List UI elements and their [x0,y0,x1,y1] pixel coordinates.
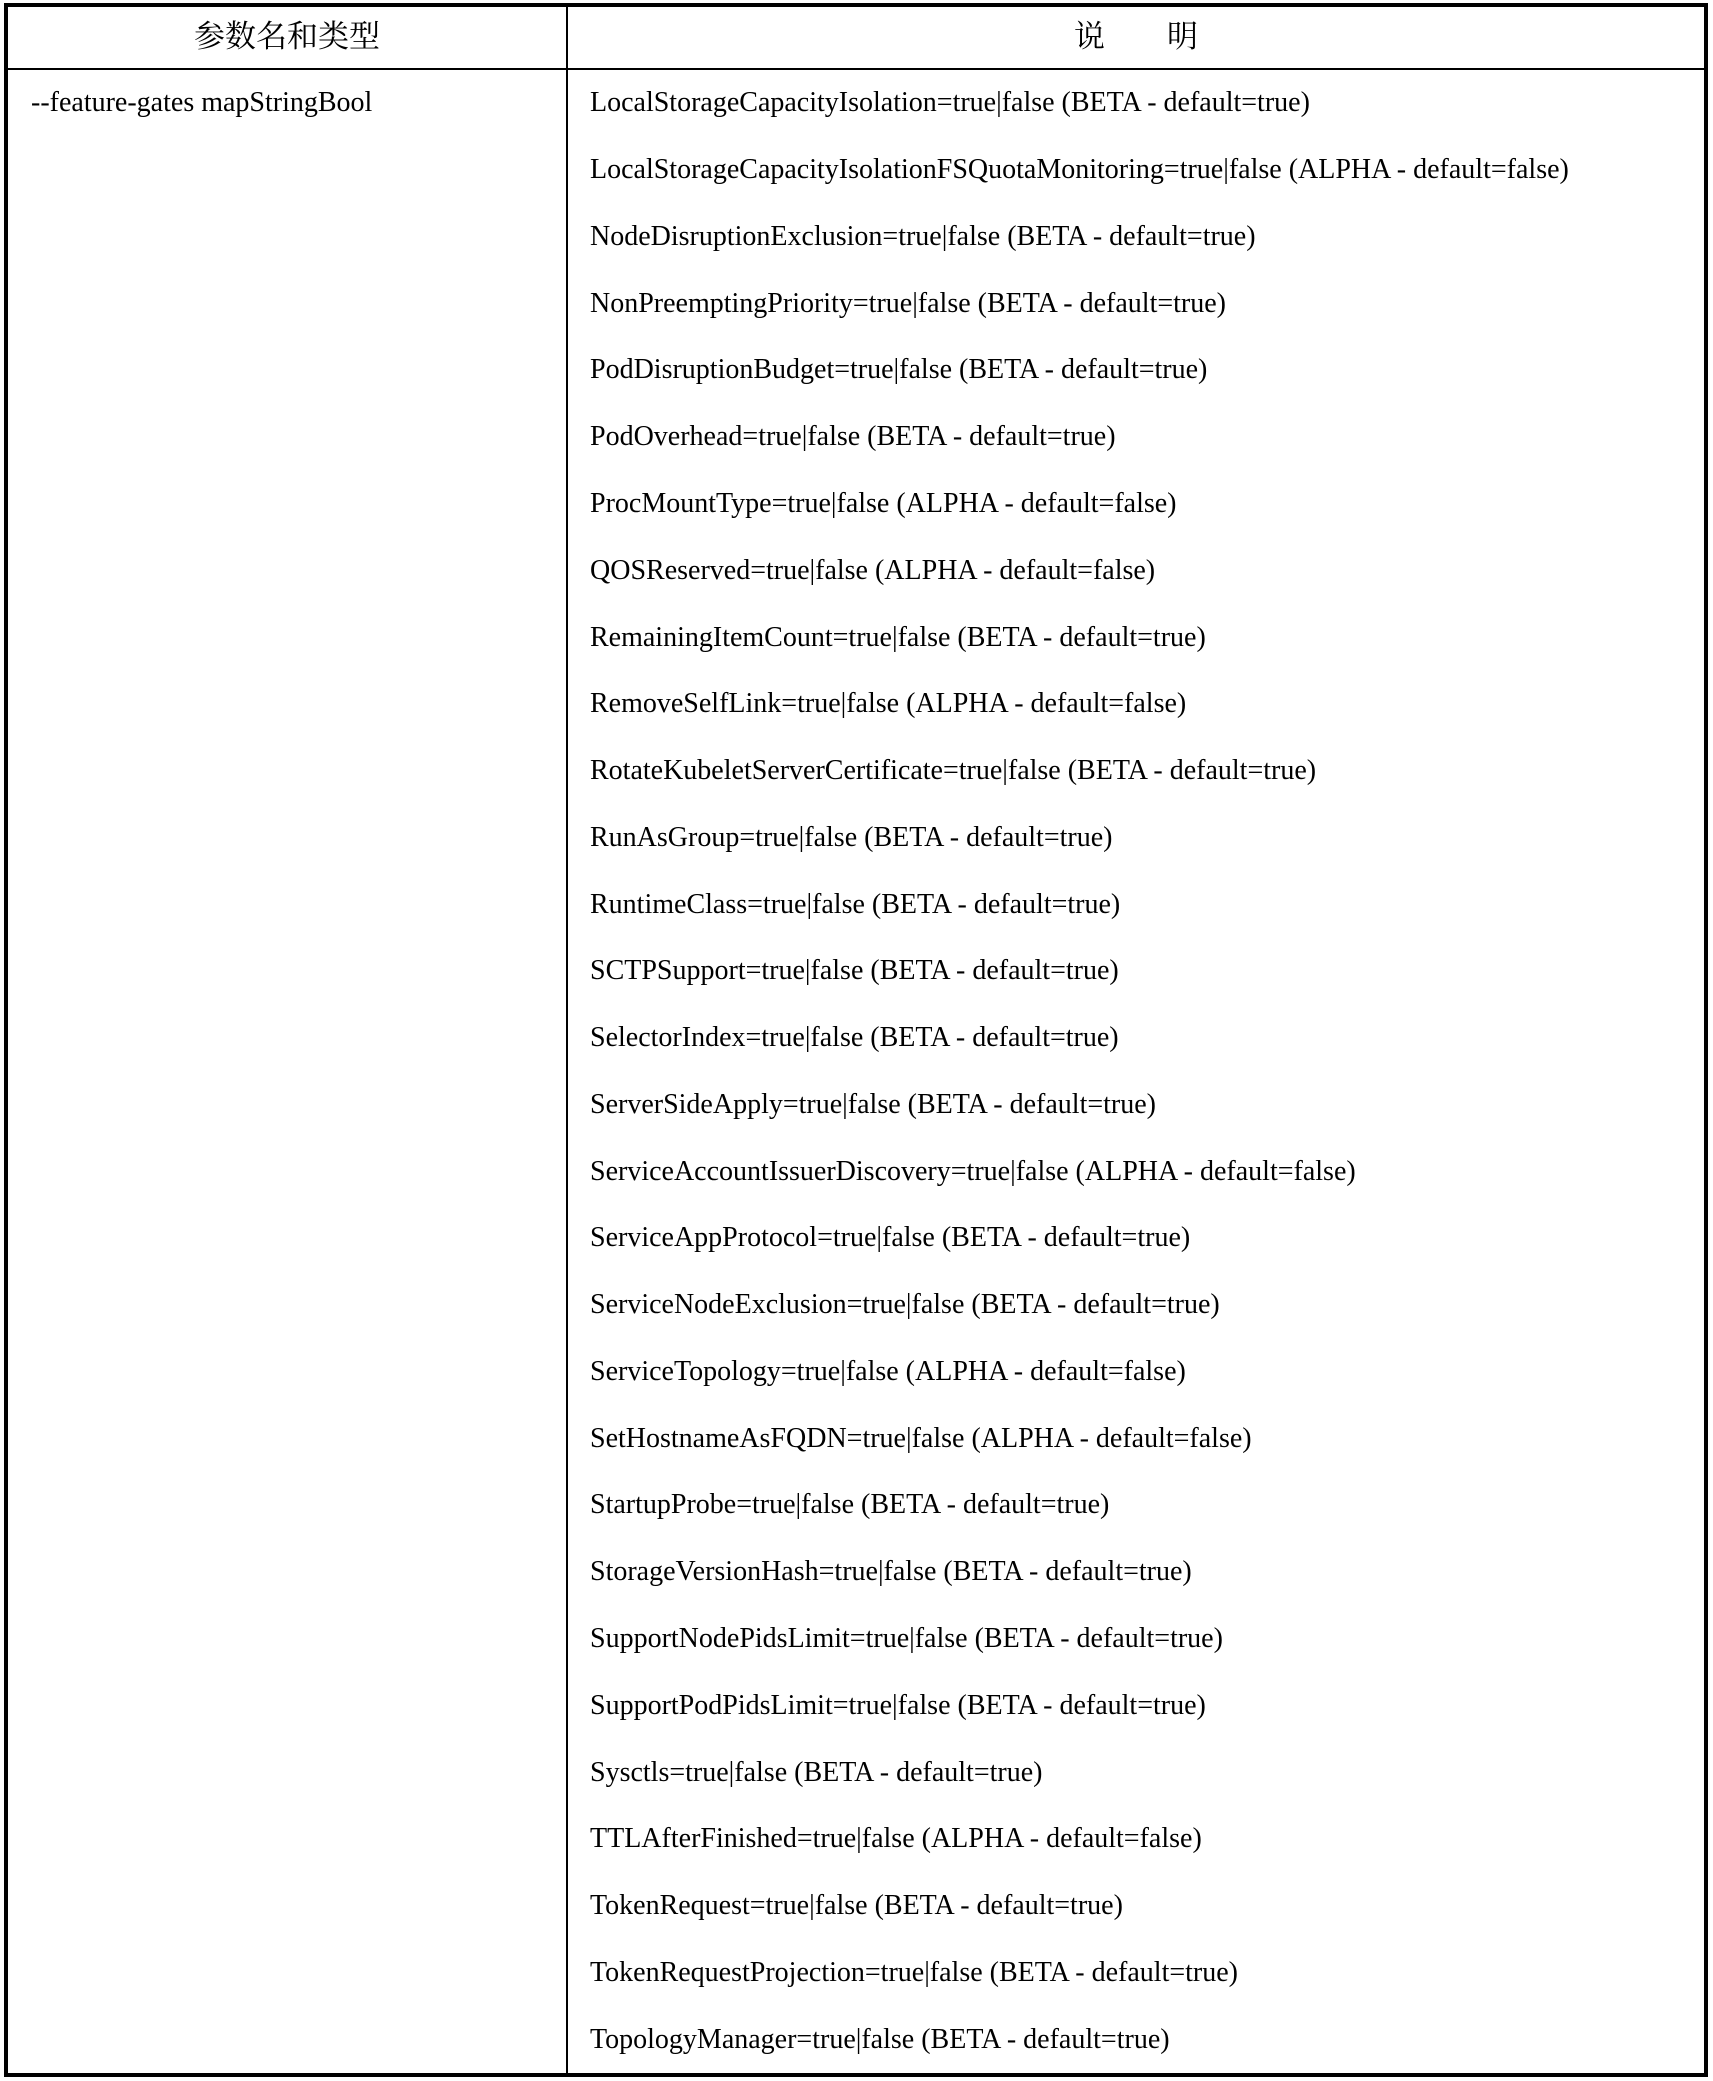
feature-gate-line: SelectorIndex=true|false (BETA - default=true) [590,1022,1119,1054]
feature-gate-line: Sysctls=true|false (BETA - default=true) [590,1756,1043,1788]
feature-gate-line: SupportPodPidsLimit=true|false (BETA - default=true) [590,1689,1206,1721]
feature-gate-line: QOSReserved=true|false (ALPHA - default=false) [590,554,1156,586]
feature-gate-line: TokenRequest=true|false (BETA - default=true) [590,1890,1123,1922]
header-cell-param-name-and-type: 参数名和类型 [8,7,568,68]
feature-gate-line: ServerSideApply=true|false (BETA - default=true) [590,1088,1156,1120]
feature-gate-line: RuntimeClass=true|false (BETA - default=true) [590,888,1121,920]
feature-gate-line: SCTPSupport=true|false (BETA - default=true) [590,955,1119,987]
feature-gate-line: RotateKubeletServerCertificate=true|false (BETA - default=true) [590,755,1317,787]
feature-gate-line: LocalStorageCapacityIsolation=true|false (BETA - default=true) [590,87,1310,119]
feature-gate-line: ServiceNodeExclusion=true|false (BETA - default=true) [590,1289,1220,1321]
feature-gates-table [4,3,1708,2077]
header-cell-description: 说 明 [1074,19,1198,55]
feature-gate-line: NonPreemptingPriority=true|false (BETA - default=true) [590,287,1227,319]
feature-gate-line: TTLAfterFinished=true|false (ALPHA - default=false) [590,1823,1202,1855]
feature-gate-line: NodeDisruptionExclusion=true|false (BETA - default=true) [590,220,1256,252]
table-header-row [8,7,1704,70]
feature-gate-line: RemainingItemCount=true|false (BETA - default=true) [590,621,1206,653]
feature-gate-line: SetHostnameAsFQDN=true|false (ALPHA - default=false) [590,1422,1252,1454]
table-body-row [8,70,1704,2073]
feature-gate-line: RunAsGroup=true|false (BETA - default=true) [590,821,1113,853]
feature-gate-line: ServiceAccountIssuerDiscovery=true|false (ALPHA - default=false) [590,1155,1356,1187]
param-cell [8,70,568,2073]
feature-gate-line: ServiceAppProtocol=true|false (BETA - default=true) [590,1222,1191,1254]
feature-gate-line: RemoveSelfLink=true|false (ALPHA - default=false) [590,688,1187,720]
feature-gate-line: PodOverhead=true|false (BETA - default=true) [590,421,1116,453]
feature-gate-line: PodDisruptionBudget=true|false (BETA - default=true) [590,354,1208,386]
feature-gate-line: ServiceTopology=true|false (ALPHA - default=false) [590,1355,1186,1387]
param-name-and-type-text: --feature-gates mapStringBool [31,87,373,119]
feature-gate-line: StartupProbe=true|false (BETA - default=true) [590,1489,1110,1521]
feature-gate-line: ProcMountType=true|false (ALPHA - default=false) [590,487,1177,519]
feature-gate-line: LocalStorageCapacityIsolationFSQuotaMonitoring=true|false (ALPHA - default=false) [590,154,1569,186]
feature-gate-line: TopologyManager=true|false (BETA - default=true) [590,2023,1170,2055]
feature-gate-line: StorageVersionHash=true|false (BETA - default=true) [590,1556,1192,1588]
feature-gate-line: SupportNodePidsLimit=true|false (BETA - default=true) [590,1622,1223,1654]
description-cell [568,70,1704,2073]
feature-gate-line: TokenRequestProjection=true|false (BETA - default=true) [590,1956,1239,1988]
